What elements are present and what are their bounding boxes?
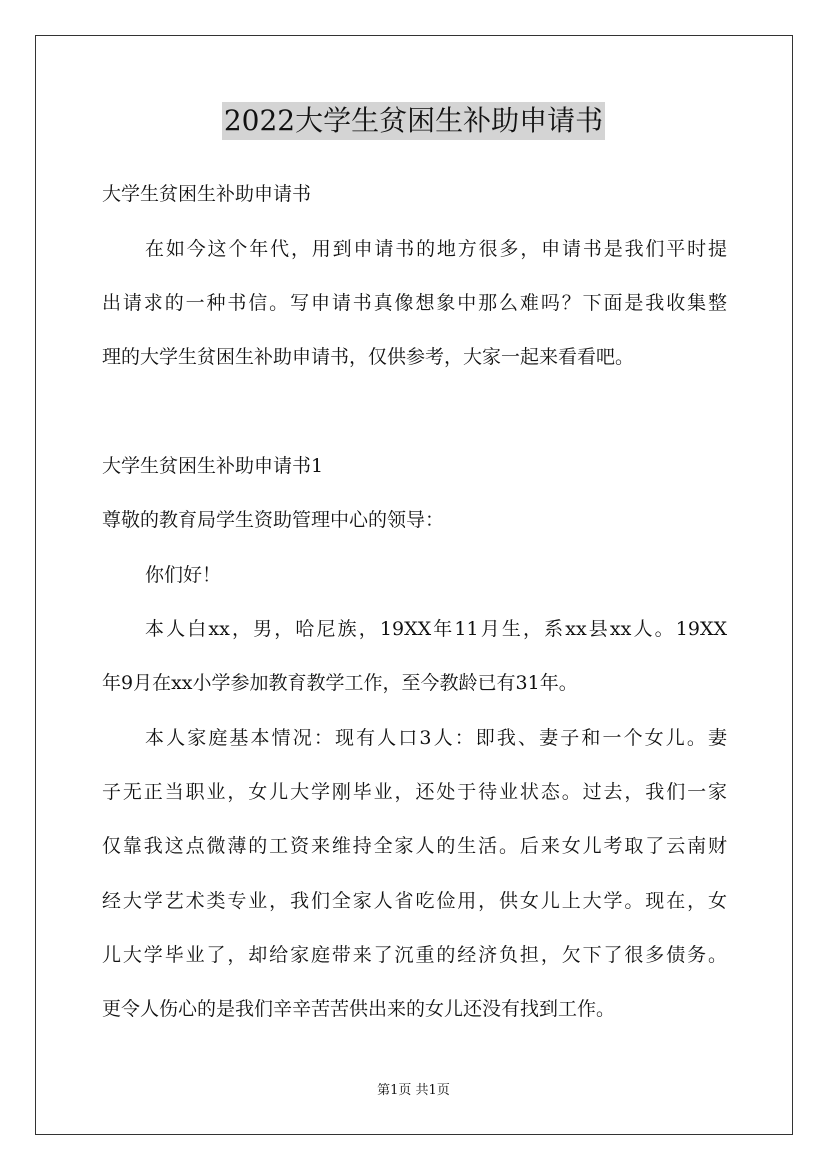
title-container bbox=[0, 102, 827, 140]
section-heading: 大学生贫困生补助申请书1 bbox=[102, 455, 324, 477]
greeting: 你们好！ bbox=[145, 564, 222, 586]
paragraph-line: 出请求的一种书信。写申请书真像想象中那么难吗？下面是我收集整 bbox=[102, 292, 727, 314]
paragraph-line: 本人家庭基本情况：现有人口3人：即我、妻子和一个女儿。妻 bbox=[145, 727, 727, 749]
paragraph-line: 子无正当职业，女儿大学刚毕业，还处于待业状态。过去，我们一家 bbox=[102, 781, 727, 803]
paragraph-line: 本人白xx，男，哈尼族，19XX年11月生，系xx县xx人。19XX bbox=[145, 618, 727, 640]
paragraph-line: 经大学艺术类专业，我们全家人省吃俭用，供女儿上大学。现在，女 bbox=[102, 890, 727, 912]
paragraph-line: 理的大学生贫困生补助申请书，仅供参考，大家一起来看看吧。 bbox=[102, 346, 635, 368]
paragraph-line: 在如今这个年代，用到申请书的地方很多，申请书是我们平时提 bbox=[145, 238, 727, 260]
paragraph-line: 儿大学毕业了，却给家庭带来了沉重的经济负担，欠下了很多债务。 bbox=[102, 944, 727, 966]
page-number-footer: 第1页 共1页 bbox=[377, 1083, 450, 1098]
salutation: 尊敬的教育局学生资助管理中心的领导： bbox=[102, 509, 445, 531]
document-title: 2022大学生贫困生补助申请书 bbox=[222, 102, 605, 140]
paragraph-line: 仅靠我这点微薄的工资来维持全家人的生活。后来女儿考取了云南财 bbox=[102, 835, 727, 857]
paragraph-line: 更令人伤心的是我们辛辛苦苦供出来的女儿还没有找到工作。 bbox=[102, 998, 616, 1020]
paragraph-line: 年9月在xx小学参加教育教学工作，至今教龄已有31年。 bbox=[102, 672, 578, 694]
section-heading: 大学生贫困生补助申请书 bbox=[102, 183, 312, 205]
